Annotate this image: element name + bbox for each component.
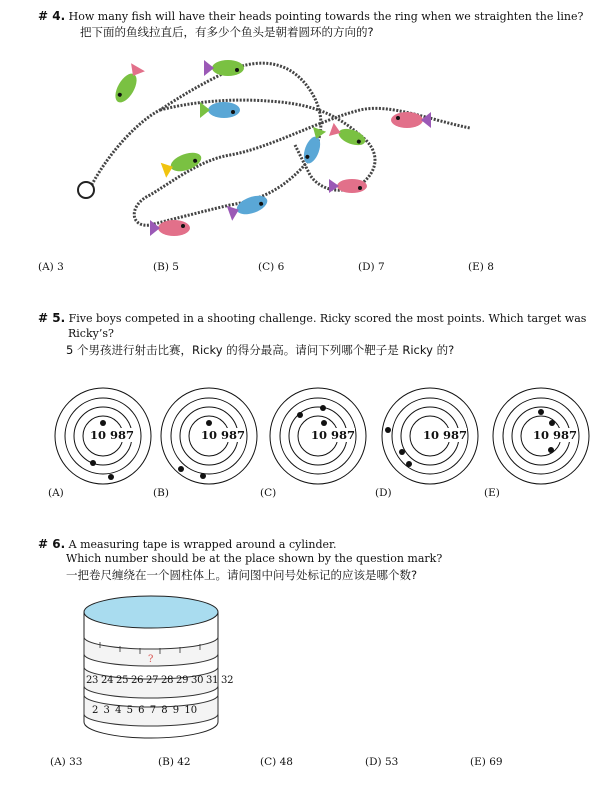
q6-option-c[interactable]: (C) 48 bbox=[260, 756, 293, 768]
tape-lower-numbers: 2 3 4 5 6 7 8 9 10 bbox=[92, 705, 198, 716]
q6-option-e[interactable]: (E) 69 bbox=[470, 756, 503, 768]
q5-english-2: Ricky’s? bbox=[68, 327, 114, 340]
fish-1 bbox=[111, 63, 145, 106]
fish-3 bbox=[200, 102, 240, 118]
q4-option-b[interactable]: (B) 5 bbox=[153, 261, 179, 273]
q6-english-1: A measuring tape is wrapped around a cylinder. bbox=[68, 538, 337, 551]
fish-10 bbox=[150, 220, 190, 236]
q4-option-d[interactable]: (D) 7 bbox=[358, 261, 385, 273]
fish-4 bbox=[391, 112, 431, 128]
q6-option-a[interactable]: (A) 33 bbox=[50, 756, 83, 768]
tape-upper-numbers: 23 24 25 26 27 28 29 30 31 32 bbox=[86, 675, 234, 686]
q5-option-a[interactable]: (A) bbox=[48, 487, 64, 499]
target-b-label: 10 987 bbox=[201, 428, 246, 442]
fishing-line-figure bbox=[0, 0, 606, 260]
q5-option-d[interactable]: (D) bbox=[375, 487, 392, 499]
q6-english-2: Which number should be at the place shown by the question mark? bbox=[66, 552, 443, 565]
q5-option-e[interactable]: (E) bbox=[484, 487, 500, 499]
q5-option-b[interactable]: (B) bbox=[153, 487, 169, 499]
q4-chinese: 把下面的鱼线拉直后，有多少个鱼头是朝着圆环的方向的? bbox=[80, 25, 374, 39]
q6-number: # 6. bbox=[38, 537, 66, 551]
q5-english-1: Five boys competed in a shooting challenge. Ricky scored the most points. Which target was bbox=[68, 312, 587, 325]
q4-english: How many fish will have their heads pointing towards the ring when we straighten the line? bbox=[68, 10, 584, 23]
fish-5 bbox=[329, 123, 368, 148]
q4-option-a[interactable]: (A) 3 bbox=[38, 261, 64, 273]
q5-option-c[interactable]: (C) bbox=[260, 487, 277, 499]
target-c-label: 10 987 bbox=[311, 428, 356, 442]
target-d-label: 10 987 bbox=[423, 428, 468, 442]
q6-option-d[interactable]: (D) 53 bbox=[365, 756, 399, 768]
fish-6 bbox=[301, 127, 326, 166]
target-e-label: 10 987 bbox=[533, 428, 578, 442]
q6-chinese: 一把卷尺缠绕在一个圆柱体上。请问图中问号处标记的应该是哪个数? bbox=[66, 568, 418, 582]
q6-option-b[interactable]: (B) 42 bbox=[158, 756, 191, 768]
q4-option-c[interactable]: (C) 6 bbox=[258, 261, 285, 273]
ring bbox=[78, 182, 94, 198]
q4-number: # 4. bbox=[38, 9, 66, 23]
question-mark: ? bbox=[148, 654, 154, 665]
q5-chinese: 5 个男孩进行射击比赛，Ricky 的得分最高。请问下列哪个靶子是 Ricky 的? bbox=[66, 343, 455, 357]
q5-header bbox=[38, 310, 586, 327]
cylinder-figure bbox=[0, 592, 606, 752]
fish-2 bbox=[204, 60, 244, 76]
q5-number: # 5. bbox=[38, 311, 66, 325]
target-a-label: 10 987 bbox=[90, 428, 135, 442]
q4-option-e[interactable]: (E) 8 bbox=[468, 261, 494, 273]
